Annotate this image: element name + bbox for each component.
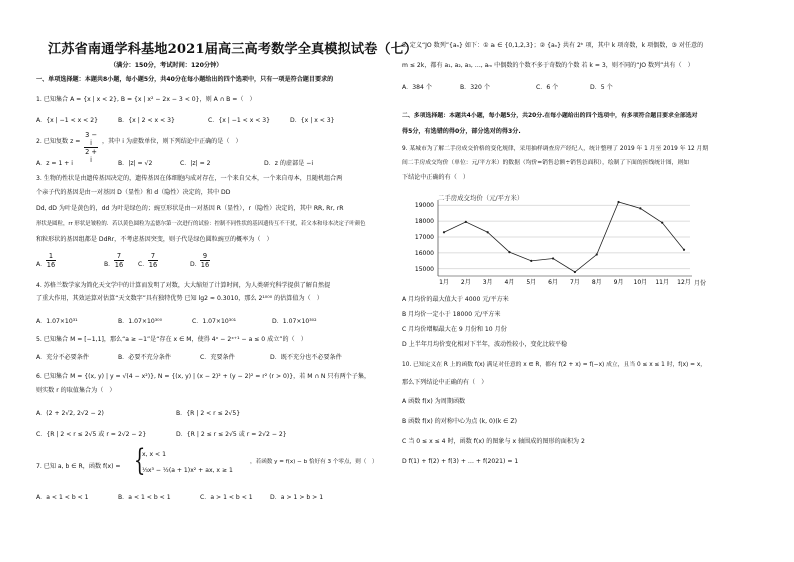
q5-option-a: A．充分不必要条件: [36, 354, 89, 361]
q3-c-num: 7: [148, 252, 158, 261]
data-point: [487, 231, 489, 233]
q7-piecewise-brace: {: [133, 443, 146, 478]
data-point: [639, 207, 641, 209]
q6-line-2: 则实数 r 的取值集合为（ ）: [36, 387, 116, 394]
q3-option-b-label: B．: [104, 261, 115, 268]
x-tick-label: 3月: [482, 279, 493, 286]
data-point: [530, 260, 532, 262]
data-point: [443, 231, 445, 233]
q1-option-a: A．{x | −1 < x < 2}: [36, 117, 98, 124]
q3-option-b-frac: [114, 252, 124, 269]
q1-option-b: B．{x | 2 < x < 3}: [118, 117, 175, 124]
x-tick-label: 5月: [526, 279, 537, 286]
q3-option-a-label: A．: [36, 261, 47, 268]
q5-stem: 5. 已知集合 M = [−1,1]，那么“a ≥ −1”是“存在 x ∈ M，使得 4ˣ − 2ˣ⁺¹ − a ≤ 0 成立”的（ ）: [36, 336, 307, 343]
q3-c-den: 16: [148, 261, 158, 269]
paper-title: 江苏省南通学科基地2021届高三高考数学全真模拟试卷（七）: [48, 42, 418, 57]
q7-stem-b: ，若函数 y = f(x) − b 恰好有 3 个零点，则（ ）: [250, 459, 378, 465]
chart-x-axis-label: 月份: [694, 280, 707, 287]
q6-line-1: 6. 已知集合 M = {(x, y) | y = √(4 − x²)}, N = {(x, y) | (x − 2)² + (y − 2)² = r² (r > 0)}，若 M ∩ N 只有两个子集，: [36, 373, 371, 380]
q10-line-2: 那么下列结论中正确的有（ ）: [402, 379, 488, 386]
q6-option-d: D．{R | 2 ≤ r ≤ 2√5 或 r = 2√2 − 2}: [176, 431, 287, 438]
q10-option-b: B 函数 f(x) 的对称中心为点 (k, 0)(k ∈ Z): [402, 418, 517, 425]
data-point: [661, 222, 663, 224]
q8-option-a: A．384 个: [402, 84, 432, 91]
q2-stem-b: ，其中 i 为虚数单位，则下列结论中正确的是（ ）: [102, 138, 242, 145]
q1-stem: 1. 已知集合 A = {x | x < 2}, B = {x | x² − 2x − 3 < 0}，则 A ∩ B =（ ）: [36, 96, 256, 103]
q5-option-d: D．既不充分也不必要条件: [270, 354, 342, 361]
x-tick-label: 4月: [504, 279, 515, 286]
x-tick-label: 2月: [460, 279, 471, 286]
q1-option-d: D．{x | x < 3}: [290, 117, 335, 124]
q6-option-c: C．{R | 2 < r ≤ 2√5 或 r = 2√2 − 2}: [36, 431, 147, 438]
q3-option-d-frac: [200, 252, 210, 269]
q3-line-2: 个亲子代的基因是由一对基因 D（显性）和 d（隐性）决定的，其中 DD: [36, 189, 231, 196]
q2-option-b: B．|z| = √2: [118, 160, 153, 167]
q6-option-b: B．{R | 2 < r ≤ 2√5}: [176, 410, 241, 417]
q3-line-1: 3. 生物的性状是由遗传基因决定的，遗传基因在体细胞内成对存在，一个来自父本，一个来自母本，且随机组合两: [36, 175, 343, 182]
q8-option-b: B．320 个: [460, 84, 490, 91]
x-tick-label: 11月: [655, 279, 670, 286]
q1-option-c: C．{x | −1 < x < 3}: [208, 117, 271, 124]
x-tick-label: 10月: [633, 279, 648, 286]
paper-subtitle: （满分：150分，考试时间：120分钟）: [110, 62, 223, 69]
y-tick-label: 18000: [414, 218, 434, 226]
q3-a-den: 16: [46, 261, 56, 269]
q3-option-a-frac: [46, 252, 56, 269]
x-tick-label: 9月: [613, 279, 624, 286]
q2-frac-den: 2 + i: [85, 148, 97, 164]
q7-option-b: B．a < 1 < b < 1: [118, 494, 171, 501]
q8-line-2: m ≤ 2k，都有 a₁, a₂, a₃, …, aₘ 中偶数的个数不多于奇数的个数 若 k = 3，则不同的“JO 数列”共有（ ）: [402, 62, 694, 69]
data-point: [596, 253, 598, 255]
x-tick-label: 7月: [569, 279, 580, 286]
q7-option-c: C．a > 1 < b < 1: [200, 494, 253, 501]
data-point: [508, 251, 510, 253]
q10-option-a: A 函数 f(x) 为周期函数: [402, 398, 466, 405]
q2-option-d: D．z 的虚部是 −i: [264, 160, 314, 167]
y-tick-label: 17000: [414, 234, 434, 241]
q7-stem-a: 7. 已知 a, b ∈ R，函数 f(x) =: [36, 463, 121, 470]
q6-option-a: A．(2 + 2√2, 2√2 − 2): [36, 410, 104, 417]
q3-a-num: 1: [46, 252, 56, 261]
q2-option-a: A．z = 1 + i: [36, 160, 73, 167]
q9-option-a: A 月均价的最大值大于 4000 元/平方米: [402, 296, 509, 303]
y-tick-label: 16000: [414, 249, 434, 257]
q9-line-2: 间二手房成交均价（单位：元/平方米）的数据（均价=销售总额÷销售总面积），绘制了下面的折线统计图，则如: [402, 160, 690, 166]
q2-stem-a: 2. 已知复数 z =: [36, 138, 81, 145]
q3-option-d-label: D．: [190, 261, 201, 268]
q3-line-3: Dd, dD 为叶是黄色的，dd 为叶是绿色的；豌豆形状是由一对基因 R（显性），r（隐性）决定的，其中 RR, Rr, rR: [36, 205, 344, 212]
q8-line-1: 8. 定义“JO 数列”{aₙ} 如下：① aᵢ ∈ {0,1,2,3}；② {aₙ} 共有 2ᵏ 项，其中 k 项奇数，k 项偶数，③ 对任意的: [402, 42, 704, 49]
q3-d-num: 9: [200, 252, 210, 261]
price-line-chart: [402, 188, 712, 292]
section2-heading-1: 二、多项选择题：本题共4小题，每小题5分，共20分.在每小题给出的四个选项中，有多项符合题目要求全部选对: [402, 113, 698, 119]
q9-line-3: 下结论中正确的有（ ）: [402, 174, 470, 181]
q4-option-b: B．1.07×10³⁰⁰: [118, 318, 163, 325]
q7-case-1: x, x < 1: [142, 451, 166, 458]
y-tick-label: 19000: [414, 202, 434, 210]
q4-option-c: C．1.07×10³⁰¹: [192, 318, 237, 325]
q10-option-c: C 当 0 ≤ x ≤ 4 时，函数 f(x) 的图象与 x 轴围成的图形的面积为 2: [402, 438, 585, 445]
section2-heading-2: 得5分，有选错的得0分，部分选对的得3分.: [402, 128, 521, 135]
q4-option-a: A．1.07×10³¹: [36, 318, 78, 325]
x-tick-label: 12月: [677, 279, 691, 286]
q10-option-d: D f(1) + f(2) + f(3) + … + f(2021) = 1: [402, 458, 519, 465]
q5-option-c: C．充要条件: [200, 354, 235, 361]
q3-line-4: 形状是圆粒，rr 形状是皱粒的．若以黄色圆粒为孟德尔第一次进行的试验：控制不同性状的基因遗传互不干扰，若父本和母本决定子叶颜色: [36, 221, 366, 227]
data-point: [683, 249, 685, 251]
data-point: [552, 257, 554, 259]
data-point: [574, 271, 576, 273]
q4-line-2: 了重大作用，其效运算对估算“天文数字”具有独特优势 已知 lg2 ≈ 0.3010，那么 2¹⁰⁰⁰ 的估算值为（ ）: [36, 295, 323, 302]
q4-option-d: D．1.07×10³⁰²: [272, 318, 317, 325]
q9-option-c: C 月均价增幅最大在 9 月份和 10 月份: [402, 326, 507, 333]
q7-option-a: A．a < 1 < b < 1: [36, 494, 89, 501]
y-tick-label: 15000: [414, 265, 434, 273]
q2-frac-num: 3 − i: [85, 131, 97, 147]
q8-option-c: C．6 个: [536, 84, 559, 91]
q4-line-1: 4. 苏格兰数学家为简化天文学中的计算而发明了对数，大大缩短了计算时间，为人类研究科学提供了解自然提: [36, 282, 331, 289]
q2-fraction: [84, 131, 98, 164]
q8-option-d: D．5 个: [590, 84, 613, 91]
q9-option-d: D 上半年月均价变化相对下半年，波动性较小，变化比较平稳: [402, 341, 568, 348]
x-tick-label: 6月: [548, 279, 559, 286]
q10-line-1: 10. 已知定义在 R 上的函数 f(x) 满足对任意的 x ∈ R，都有 f(2 + x) = f(−x) 成立，且当 0 ≤ x ≤ 1 时，f(x) = x，: [402, 362, 707, 368]
section1-heading: 一、单项选择题：本题共8小题，每小题5分，共40分在每小题给出的四个选项中，只有一项是符合题目要求的: [36, 76, 334, 83]
x-tick-label: 1月: [439, 279, 449, 286]
data-point: [465, 221, 467, 223]
q7-option-d: D．a > 1 > b > 1: [270, 494, 324, 501]
q3-d-den: 16: [200, 261, 210, 269]
q3-option-c-frac: [148, 252, 158, 269]
q9-option-b: B 月均价一定小于 18000 元/平方米: [402, 311, 501, 318]
q3-b-den: 16: [114, 261, 124, 269]
chart-title: 二手房成交均价（元/平方米）: [438, 194, 524, 202]
q9-line-1: 9. 某城市为了解二手房成交价格的变化规律，采用抽样调查房产经纪人，统计整理了 2019 年 1 月至 2019 年 12 月期: [402, 146, 709, 152]
x-tick-label: 8月: [591, 279, 602, 286]
data-point: [617, 201, 619, 203]
q2-option-c: C．|z| = 2: [180, 160, 211, 167]
q5-option-b: B．必要不充分条件: [118, 354, 171, 361]
q3-option-c-label: C．: [138, 261, 149, 268]
q3-line-5: 和粒形状的基因组都是 DdRr，不考虑基因突变，则子代是绿色圆粒豌豆的概率为（ ）: [36, 236, 273, 243]
q7-case-2: ⅓x³ − ½(a + 1)x² + ax, x ≥ 1: [142, 467, 233, 474]
q3-b-num: 7: [114, 252, 124, 261]
